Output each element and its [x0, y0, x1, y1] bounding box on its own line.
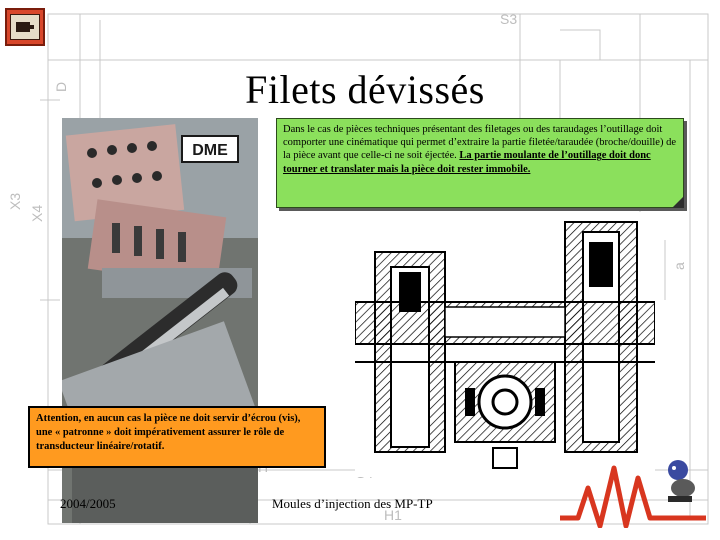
- label-x4: X4: [29, 204, 45, 222]
- document-icon: [10, 14, 40, 40]
- explanation-text: Dans le cas de pièces techniques présentant des filetages ou des taraudages l’outillage doit comporter une cinématique qui permet d’extraire la partie filetée/taraudée (broche/douille) de la pièce avant que celle-ci ne soit éjectée.: [283, 124, 676, 162]
- footer-course-title: Moules d’injection des MP-TP: [272, 496, 433, 511]
- dme-brand-logo: DME: [192, 142, 228, 159]
- institution-logo: [558, 448, 708, 528]
- slide-title: Filets dévissés: [245, 67, 485, 112]
- warning-note: Attention, en aucun cas la pièce ne doit servir d’écrou (vis), une « patronne » doit impérativement assurer le rôle de transducteur linéaire/rotatif.: [28, 406, 326, 468]
- label-x3: X3: [7, 192, 23, 210]
- explanation-note: [276, 118, 684, 208]
- unscrewing-mechanism-drawing: [355, 212, 655, 477]
- nav-action-button[interactable]: [5, 8, 45, 46]
- footer-date: 2004/2005: [60, 496, 116, 511]
- explanation-emphasis: La partie moulante de l’outillage doit donc tourner et translater mais la pièce doit rester immobile.: [283, 150, 651, 175]
- note-fold-corner: [672, 196, 684, 208]
- label-a: a: [671, 262, 687, 270]
- label-s3: S3: [500, 11, 518, 27]
- label-d: D: [53, 81, 69, 92]
- label-h1: H1: [384, 507, 402, 523]
- mascot-icon: [668, 460, 695, 502]
